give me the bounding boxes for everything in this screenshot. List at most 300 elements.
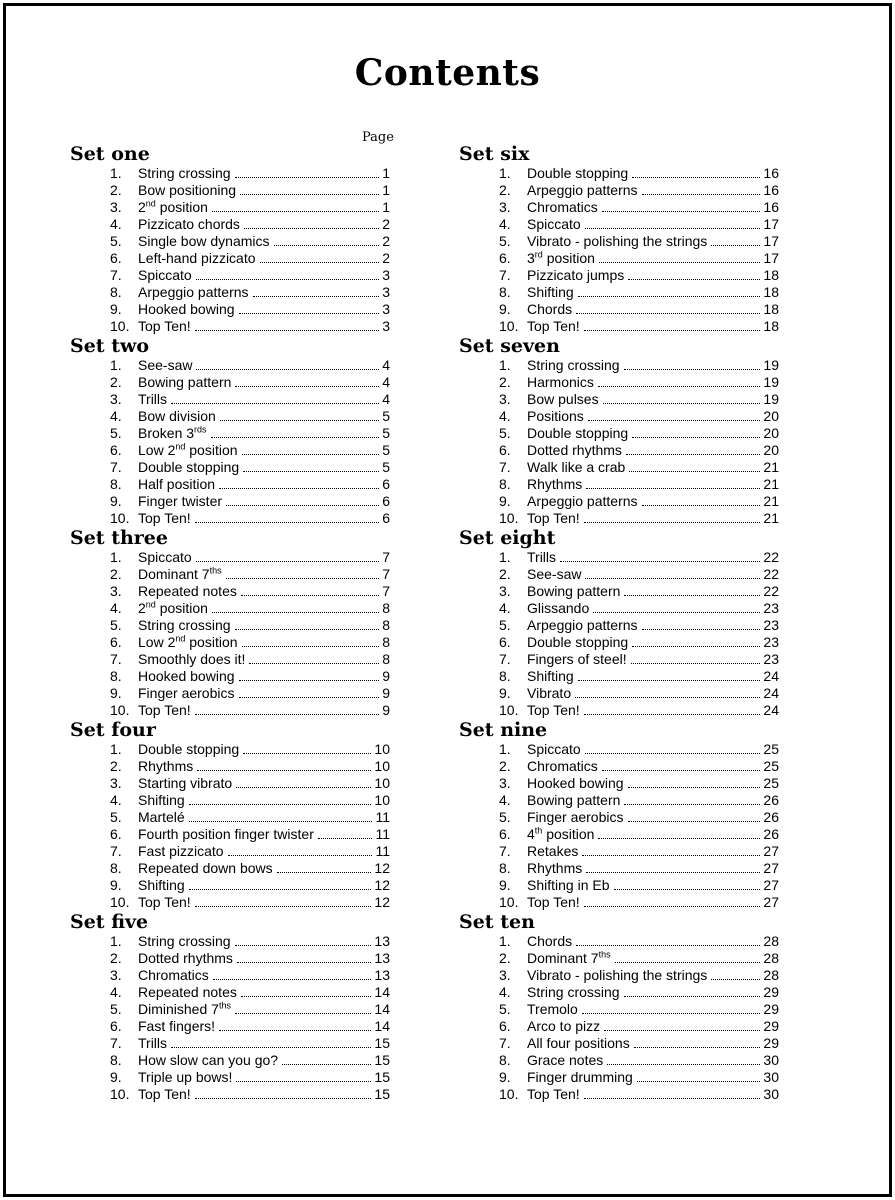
entry-number: 5. <box>110 233 122 249</box>
entry-page-number: 25 <box>763 775 779 791</box>
entry-number: 4. <box>110 792 122 808</box>
entry-page-number: 7 <box>382 583 390 599</box>
entry-number: 1. <box>499 933 511 949</box>
entry-page-number: 13 <box>374 950 390 966</box>
contents-entry[interactable] <box>459 634 779 651</box>
contents-entry[interactable] <box>459 843 779 860</box>
entry-title: Trills <box>527 549 557 565</box>
contents-entry[interactable] <box>70 702 390 719</box>
entry-page-number: 8 <box>382 651 390 667</box>
entry-page-number: 14 <box>374 1018 390 1034</box>
entry-number: 1. <box>499 549 511 565</box>
entry-page-number: 3 <box>382 318 390 334</box>
entry-number: 2. <box>110 374 122 390</box>
contents-entry[interactable] <box>70 775 390 792</box>
entry-page-number: 14 <box>374 984 390 1000</box>
entry-number: 9. <box>499 493 511 509</box>
contents-entry[interactable] <box>70 1086 390 1103</box>
contents-entry[interactable] <box>70 549 390 566</box>
entry-number: 3. <box>499 967 511 983</box>
entry-number: 3. <box>110 775 122 791</box>
dot-leader <box>637 1080 761 1082</box>
entry-number: 2. <box>110 758 122 774</box>
entry-page-number: 25 <box>763 758 779 774</box>
dot-leader <box>196 368 379 370</box>
contents-entry[interactable] <box>70 843 390 860</box>
dot-leader <box>239 312 379 314</box>
entry-title: Starting vibrato <box>138 775 233 791</box>
entry-title: Fourth position finger twister <box>138 826 314 842</box>
entry-title: Top Ten! <box>138 510 191 526</box>
contents-entry[interactable] <box>459 984 779 1001</box>
entry-title: Bow division <box>138 408 216 424</box>
entry-number: 6. <box>110 1018 122 1034</box>
contents-entry[interactable] <box>70 284 390 301</box>
entry-page-number: 11 <box>375 809 390 825</box>
entry-number: 5. <box>110 1001 122 1017</box>
dot-leader <box>195 1097 372 1099</box>
contents-entry[interactable] <box>459 758 779 775</box>
entry-page-number: 18 <box>763 267 779 283</box>
contents-section <box>70 911 390 1103</box>
contents-entry[interactable] <box>459 685 779 702</box>
entry-page-number: 30 <box>763 1069 779 1085</box>
entry-number: 2. <box>499 374 511 390</box>
dot-leader <box>189 803 372 805</box>
entry-title: Tremolo <box>527 1001 578 1017</box>
entry-number: 2. <box>499 182 511 198</box>
dot-leader <box>212 210 379 212</box>
entry-page-number: 20 <box>763 425 779 441</box>
dot-leader <box>196 278 379 280</box>
dot-leader <box>642 193 761 195</box>
entry-page-number: 2 <box>382 233 390 249</box>
dot-leader <box>603 402 761 404</box>
entry-title: Single bow dynamics <box>138 233 270 249</box>
entry-title: 2nd position <box>138 599 208 616</box>
entry-number: 6. <box>499 442 511 458</box>
entry-title: Fingers of steel! <box>527 651 627 667</box>
contents-entry[interactable] <box>70 877 390 894</box>
contents-entry[interactable] <box>70 1001 390 1018</box>
entry-number: 4. <box>499 600 511 616</box>
contents-entry[interactable] <box>459 1018 779 1035</box>
entry-number: 9. <box>110 301 122 317</box>
contents-entry[interactable] <box>459 741 779 758</box>
contents-entry[interactable] <box>70 600 390 617</box>
entry-number: 2. <box>110 566 122 582</box>
contents-entry[interactable] <box>459 374 779 391</box>
dot-leader <box>607 1063 760 1065</box>
entry-page-number: 5 <box>382 442 390 458</box>
entry-title: Chords <box>527 933 573 949</box>
dot-leader <box>240 193 379 195</box>
contents-entry[interactable] <box>70 216 390 233</box>
dot-leader <box>602 769 761 771</box>
entry-number: 3. <box>110 199 122 215</box>
contents-entry[interactable] <box>70 826 390 843</box>
contents-entry[interactable] <box>70 967 390 984</box>
contents-entry[interactable] <box>70 634 390 651</box>
entry-title: String crossing <box>527 984 620 1000</box>
contents-section <box>459 335 779 527</box>
contents-entry[interactable] <box>70 668 390 685</box>
entry-number: 9. <box>110 493 122 509</box>
contents-entry[interactable] <box>459 284 779 301</box>
dot-leader <box>253 295 379 297</box>
entry-title: Spiccato <box>527 741 581 757</box>
entry-number: 10. <box>110 1086 130 1102</box>
entry-page-number: 1 <box>382 199 390 215</box>
entry-title: Arpeggio patterns <box>527 182 638 198</box>
entry-title: Chromatics <box>138 967 209 983</box>
dot-leader <box>237 961 371 963</box>
contents-entry[interactable] <box>70 493 390 510</box>
contents-entry[interactable] <box>70 391 390 408</box>
entry-number: 10. <box>110 894 130 910</box>
entry-title: Rhythms <box>138 758 194 774</box>
contents-entry[interactable] <box>459 250 779 267</box>
contents-entry[interactable] <box>70 425 390 442</box>
contents-entry[interactable] <box>459 1052 779 1069</box>
dot-leader <box>602 210 761 212</box>
dot-leader <box>226 577 379 579</box>
contents-entry[interactable] <box>459 493 779 510</box>
contents-entry[interactable] <box>459 894 779 911</box>
entry-title: 3rd position <box>527 249 595 266</box>
contents-entry[interactable] <box>70 894 390 911</box>
entry-page-number: 30 <box>763 1052 779 1068</box>
contents-entry[interactable] <box>70 1052 390 1069</box>
contents-entry[interactable] <box>459 267 779 284</box>
dot-leader <box>582 1012 761 1014</box>
contents-entry[interactable] <box>70 182 390 199</box>
entry-number: 4. <box>499 984 511 1000</box>
dot-leader <box>235 385 379 387</box>
entry-page-number: 18 <box>763 301 779 317</box>
contents-entry[interactable] <box>70 651 390 668</box>
contents-entry[interactable] <box>70 357 390 374</box>
entry-page-number: 5 <box>382 425 390 441</box>
entry-title: Left-hand pizzicato <box>138 250 256 266</box>
contents-entry[interactable] <box>70 318 390 335</box>
dot-leader <box>219 487 379 489</box>
entry-page-number: 4 <box>382 357 390 373</box>
entry-page-number: 7 <box>382 549 390 565</box>
contents-entry[interactable] <box>459 1069 779 1086</box>
entry-number: 6. <box>499 1018 511 1034</box>
dot-leader <box>634 1046 761 1048</box>
contents-entry[interactable] <box>459 459 779 476</box>
contents-entry[interactable] <box>459 442 779 459</box>
contents-entry[interactable] <box>459 792 779 809</box>
entry-number: 2. <box>499 950 511 966</box>
contents-entry[interactable] <box>459 826 779 843</box>
entry-title: Low 2nd position <box>138 633 238 650</box>
dot-leader <box>195 521 379 523</box>
contents-entry[interactable] <box>459 425 779 442</box>
entry-title: Finger twister <box>138 493 223 509</box>
entry-title: Top Ten! <box>527 510 580 526</box>
entry-title: Triple up bows! <box>138 1069 233 1085</box>
entry-number: 1. <box>499 741 511 757</box>
entry-page-number: 19 <box>763 391 779 407</box>
contents-entry[interactable] <box>70 860 390 877</box>
entry-title: String crossing <box>138 933 231 949</box>
contents-entry[interactable] <box>459 1086 779 1103</box>
contents-entry[interactable] <box>459 617 779 634</box>
dot-leader <box>189 888 372 890</box>
contents-entry[interactable] <box>459 651 779 668</box>
contents-entry[interactable] <box>70 741 390 758</box>
dot-leader <box>628 786 761 788</box>
entry-number: 4. <box>499 792 511 808</box>
contents-entry[interactable] <box>459 391 779 408</box>
entry-page-number: 23 <box>763 617 779 633</box>
entry-page-number: 26 <box>763 809 779 825</box>
entry-title: Hooked bowing <box>138 668 235 684</box>
dot-leader <box>624 995 761 997</box>
entry-number: 1. <box>110 933 122 949</box>
contents-entry[interactable] <box>459 933 779 950</box>
entry-title: Shifting <box>138 792 185 808</box>
dot-leader <box>593 611 760 613</box>
entry-title: Fast fingers! <box>138 1018 216 1034</box>
entry-title: Retakes <box>527 843 579 859</box>
contents-entry[interactable] <box>70 933 390 950</box>
dot-leader <box>632 645 760 647</box>
contents-entry[interactable] <box>459 583 779 600</box>
contents-entry[interactable] <box>70 459 390 476</box>
contents-section <box>459 143 779 335</box>
contents-column-left <box>70 143 390 1103</box>
contents-entry[interactable] <box>459 165 779 182</box>
entry-title: How slow can you go? <box>138 1052 279 1068</box>
contents-entry[interactable] <box>459 668 779 685</box>
entry-number: 8. <box>499 860 511 876</box>
contents-entry[interactable] <box>459 967 779 984</box>
contents-entry[interactable] <box>70 476 390 493</box>
dot-leader <box>631 662 761 664</box>
entry-page-number: 5 <box>382 408 390 424</box>
section-heading: Set nine <box>459 719 548 741</box>
contents-section <box>70 335 390 527</box>
contents-entry[interactable] <box>70 267 390 284</box>
entry-number: 10. <box>499 1086 519 1102</box>
entry-number: 7. <box>110 459 122 475</box>
entry-number: 5. <box>499 617 511 633</box>
contents-entry[interactable] <box>459 775 779 792</box>
contents-entry[interactable] <box>70 809 390 826</box>
contents-entry[interactable] <box>70 685 390 702</box>
entry-title: All four positions <box>527 1035 630 1051</box>
entry-page-number: 27 <box>763 894 779 910</box>
dot-leader <box>244 227 379 229</box>
dot-leader <box>711 244 760 246</box>
entry-page-number: 22 <box>763 549 779 565</box>
entry-number: 8. <box>499 284 511 300</box>
contents-entry[interactable] <box>70 583 390 600</box>
contents-entry[interactable] <box>459 233 779 250</box>
dot-leader <box>628 820 761 822</box>
entry-title: Spiccato <box>138 549 192 565</box>
contents-entry[interactable] <box>70 408 390 425</box>
contents-entry[interactable] <box>459 318 779 335</box>
section-heading: Set eight <box>459 527 556 549</box>
entry-page-number: 18 <box>763 318 779 334</box>
entry-page-number: 23 <box>763 651 779 667</box>
dot-leader <box>584 521 761 523</box>
contents-entry[interactable] <box>459 408 779 425</box>
dot-leader <box>599 261 760 263</box>
entry-title: Top Ten! <box>527 702 580 718</box>
entry-number: 1. <box>110 549 122 565</box>
contents-entry[interactable] <box>70 792 390 809</box>
section-heading: Set three <box>70 527 168 549</box>
entry-number: 8. <box>110 668 122 684</box>
dot-leader <box>614 888 761 890</box>
contents-entry[interactable] <box>459 199 779 216</box>
contents-entry[interactable] <box>459 216 779 233</box>
dot-leader <box>235 944 372 946</box>
entry-page-number: 29 <box>763 1001 779 1017</box>
dot-leader <box>584 1097 761 1099</box>
entry-page-number: 23 <box>763 600 779 616</box>
entry-page-number: 29 <box>763 1018 779 1034</box>
entry-title: Fast pizzicato <box>138 843 224 859</box>
entry-title: String crossing <box>138 165 231 181</box>
contents-entry[interactable] <box>459 549 779 566</box>
entry-title: Shifting <box>138 877 185 893</box>
entry-page-number: 6 <box>382 493 390 509</box>
contents-entry[interactable] <box>459 182 779 199</box>
contents-section <box>70 719 390 911</box>
entry-number: 7. <box>499 651 511 667</box>
dot-leader <box>195 905 372 907</box>
contents-entry[interactable] <box>70 165 390 182</box>
entry-page-number: 13 <box>374 967 390 983</box>
contents-entry[interactable] <box>459 702 779 719</box>
dot-leader <box>586 871 760 873</box>
entry-title: Top Ten! <box>138 318 191 334</box>
contents-entry[interactable] <box>70 510 390 527</box>
entry-page-number: 22 <box>763 583 779 599</box>
contents-entry[interactable] <box>459 1035 779 1052</box>
entry-page-number: 14 <box>374 1001 390 1017</box>
contents-entry[interactable] <box>459 860 779 877</box>
entry-number: 10. <box>499 894 519 910</box>
contents-entry[interactable] <box>70 1069 390 1086</box>
entry-number: 8. <box>499 668 511 684</box>
contents-entry[interactable] <box>70 950 390 967</box>
entry-page-number: 11 <box>375 826 390 842</box>
entry-title: Double stopping <box>138 459 240 475</box>
entry-number: 5. <box>499 425 511 441</box>
entry-page-number: 19 <box>763 374 779 390</box>
entry-page-number: 11 <box>375 843 390 859</box>
contents-entry[interactable] <box>459 476 779 493</box>
contents-entry[interactable] <box>459 357 779 374</box>
contents-entry[interactable] <box>70 1035 390 1052</box>
entry-page-number: 16 <box>763 165 779 181</box>
contents-entry[interactable] <box>70 617 390 634</box>
dot-leader <box>220 419 379 421</box>
entry-number: 1. <box>499 357 511 373</box>
page-title: Contents <box>354 52 541 94</box>
entry-number: 6. <box>110 826 122 842</box>
contents-entry[interactable] <box>70 758 390 775</box>
entry-title: Chromatics <box>527 758 598 774</box>
contents-entry[interactable] <box>459 809 779 826</box>
entry-page-number: 21 <box>763 476 779 492</box>
contents-entry[interactable] <box>459 600 779 617</box>
entry-title: String crossing <box>527 357 620 373</box>
dot-leader <box>277 871 372 873</box>
entry-page-number: 3 <box>382 267 390 283</box>
entry-title: Trills <box>138 391 168 407</box>
contents-entry[interactable] <box>70 250 390 267</box>
entry-title: Shifting <box>527 284 574 300</box>
entry-title: Broken $3^{rds}$ <box>138 424 207 441</box>
entry-title: 2nd position <box>138 198 208 215</box>
contents-section <box>459 911 779 1103</box>
entry-number: 10. <box>499 510 519 526</box>
contents-entry[interactable] <box>459 877 779 894</box>
entry-page-number: 15 <box>374 1052 390 1068</box>
entry-page-number: 30 <box>763 1086 779 1102</box>
entry-page-number: 28 <box>763 967 779 983</box>
entry-page-number: 15 <box>374 1035 390 1051</box>
entry-title: String crossing <box>138 617 231 633</box>
dot-leader <box>211 436 379 438</box>
entry-number: 9. <box>499 877 511 893</box>
contents-entry[interactable] <box>70 566 390 583</box>
contents-entry[interactable] <box>70 1018 390 1035</box>
entry-number: 9. <box>110 877 122 893</box>
entry-title: Arpeggio patterns <box>138 284 249 300</box>
entry-number: 4. <box>110 600 122 616</box>
entry-title: Arco to pizz <box>527 1018 601 1034</box>
entry-number: 10. <box>110 702 130 718</box>
contents-entry[interactable] <box>459 510 779 527</box>
entry-page-number: 26 <box>763 792 779 808</box>
entry-page-number: 13 <box>374 933 390 949</box>
entry-title: Glissando <box>527 600 590 616</box>
contents-entry[interactable] <box>459 301 779 318</box>
dot-leader <box>575 696 760 698</box>
contents-entry[interactable] <box>459 1001 779 1018</box>
contents-entry[interactable] <box>70 442 390 459</box>
contents-entry[interactable] <box>70 984 390 1001</box>
section-heading: Set five <box>70 911 149 933</box>
entry-title: Pizzicato jumps <box>527 267 625 283</box>
dot-leader <box>560 560 760 562</box>
contents-entry[interactable] <box>459 950 779 967</box>
entry-number: 7. <box>110 651 122 667</box>
entry-page-number: 5 <box>382 459 390 475</box>
entry-number: 3. <box>499 199 511 215</box>
contents-entry[interactable] <box>70 199 390 216</box>
entry-page-number: 29 <box>763 984 779 1000</box>
contents-entry[interactable] <box>70 374 390 391</box>
contents-entry[interactable] <box>459 566 779 583</box>
contents-entry[interactable] <box>70 301 390 318</box>
entry-title: Rhythms <box>527 476 583 492</box>
entry-number: 4. <box>110 408 122 424</box>
entry-number: 6. <box>110 442 122 458</box>
contents-section <box>70 143 390 335</box>
contents-entry[interactable] <box>70 233 390 250</box>
